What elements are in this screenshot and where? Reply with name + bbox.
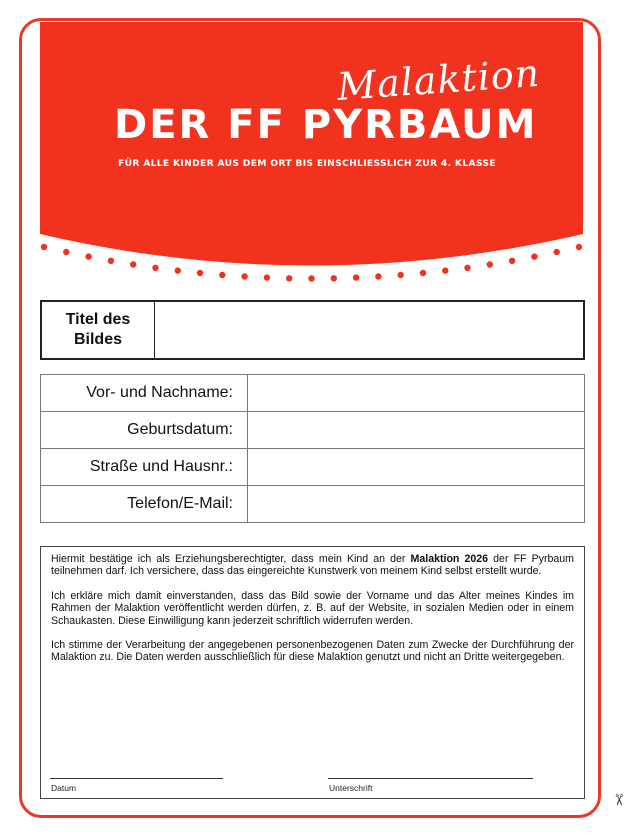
decorative-dot — [375, 273, 381, 279]
decorative-dot — [531, 253, 537, 259]
decorative-dot — [442, 267, 448, 273]
decorative-dot — [353, 274, 359, 280]
header-banner — [40, 22, 583, 302]
consent-paragraph-1 — [51, 553, 574, 578]
decorative-dot — [331, 275, 337, 281]
decorative-dot — [308, 275, 314, 281]
decorative-dot — [576, 244, 582, 250]
contact-label: Telefon/E-Mail: — [41, 486, 248, 523]
decorative-dot — [152, 265, 158, 271]
birthdate-field[interactable] — [248, 412, 585, 449]
form-row — [41, 449, 585, 486]
image-title-input[interactable] — [155, 302, 583, 358]
street-field[interactable] — [248, 449, 585, 486]
decorative-dot — [464, 265, 470, 271]
form-row — [41, 486, 585, 523]
form-row — [41, 375, 585, 412]
decorative-dot — [264, 274, 270, 280]
scissors-icon: ✂ — [609, 793, 627, 807]
decorative-dot — [509, 258, 515, 264]
decorative-dot — [420, 270, 426, 276]
script-title: Malaktion — [335, 50, 542, 109]
event-name: Malaktion 2026 — [410, 553, 489, 565]
decorative-dot — [108, 258, 114, 264]
subtitle: FÜR ALLE KINDER AUS DEM ORT BIS EINSCHLIESSLICH ZUR 4. KLASSE — [118, 158, 496, 169]
contact-field[interactable] — [248, 486, 585, 523]
decorative-dot — [554, 249, 560, 255]
decorative-dot — [63, 249, 69, 255]
decorative-dot — [487, 261, 493, 267]
street-label: Straße und Hausnr.: — [41, 449, 248, 486]
consent-text: Hiermit bestätige ich als Erziehungsberechtigter, dass mein Kind an der — [51, 553, 411, 565]
image-title-field — [40, 300, 585, 360]
decorative-dot — [85, 253, 91, 259]
decorative-dot — [197, 270, 203, 276]
personal-info-table — [40, 374, 585, 523]
form-row — [41, 412, 585, 449]
image-title-label: Titel des Bildes — [42, 302, 155, 358]
consent-paragraph-2: Ich erkläre mich damit einverstanden, dass das Bild sowie der Vorname und das Alter meines Kindes im Rahmen der Malaktion veröffentlicht werden dürfen, z. B. auf der Website, in sozialen Medien oder in einem Schaukasten. Diese Einwilligung kann jederzeit schriftlich widerrufen werden. — [51, 589, 574, 627]
birthdate-label: Geburtsdatum: — [41, 412, 248, 449]
name-label: Vor- und Nachname: — [41, 375, 248, 412]
main-title: DER FF PYRBAUM — [114, 102, 538, 148]
decorative-dot — [41, 244, 47, 250]
consent-box — [40, 546, 585, 799]
date-label: Datum — [51, 783, 77, 793]
decorative-dot — [241, 273, 247, 279]
consent-text: der FF Pyrbaum teilnehmen darf. Ich versichere, dass das eingereichte Kunstwerk von meinem Kind selbst erstellt wurde. — [51, 553, 574, 578]
consent-paragraph-3: Ich stimme der Verarbeitung der angegebenen personenbezogenen Daten zum Zwecke der Durchführung der Malaktion zu. Die Daten werden ausschließlich für diese Malaktion genutzt und nicht an Dritte weitergegeben. — [51, 639, 574, 664]
decorative-dot — [219, 272, 225, 278]
decorative-dot — [398, 272, 404, 278]
name-field[interactable] — [248, 375, 585, 412]
decorative-dot — [175, 267, 181, 273]
decorative-dot — [130, 261, 136, 267]
signature-line[interactable] — [328, 778, 533, 779]
date-line[interactable] — [50, 778, 223, 779]
decorative-dot — [286, 275, 292, 281]
signature-label: Unterschrift — [329, 783, 373, 793]
